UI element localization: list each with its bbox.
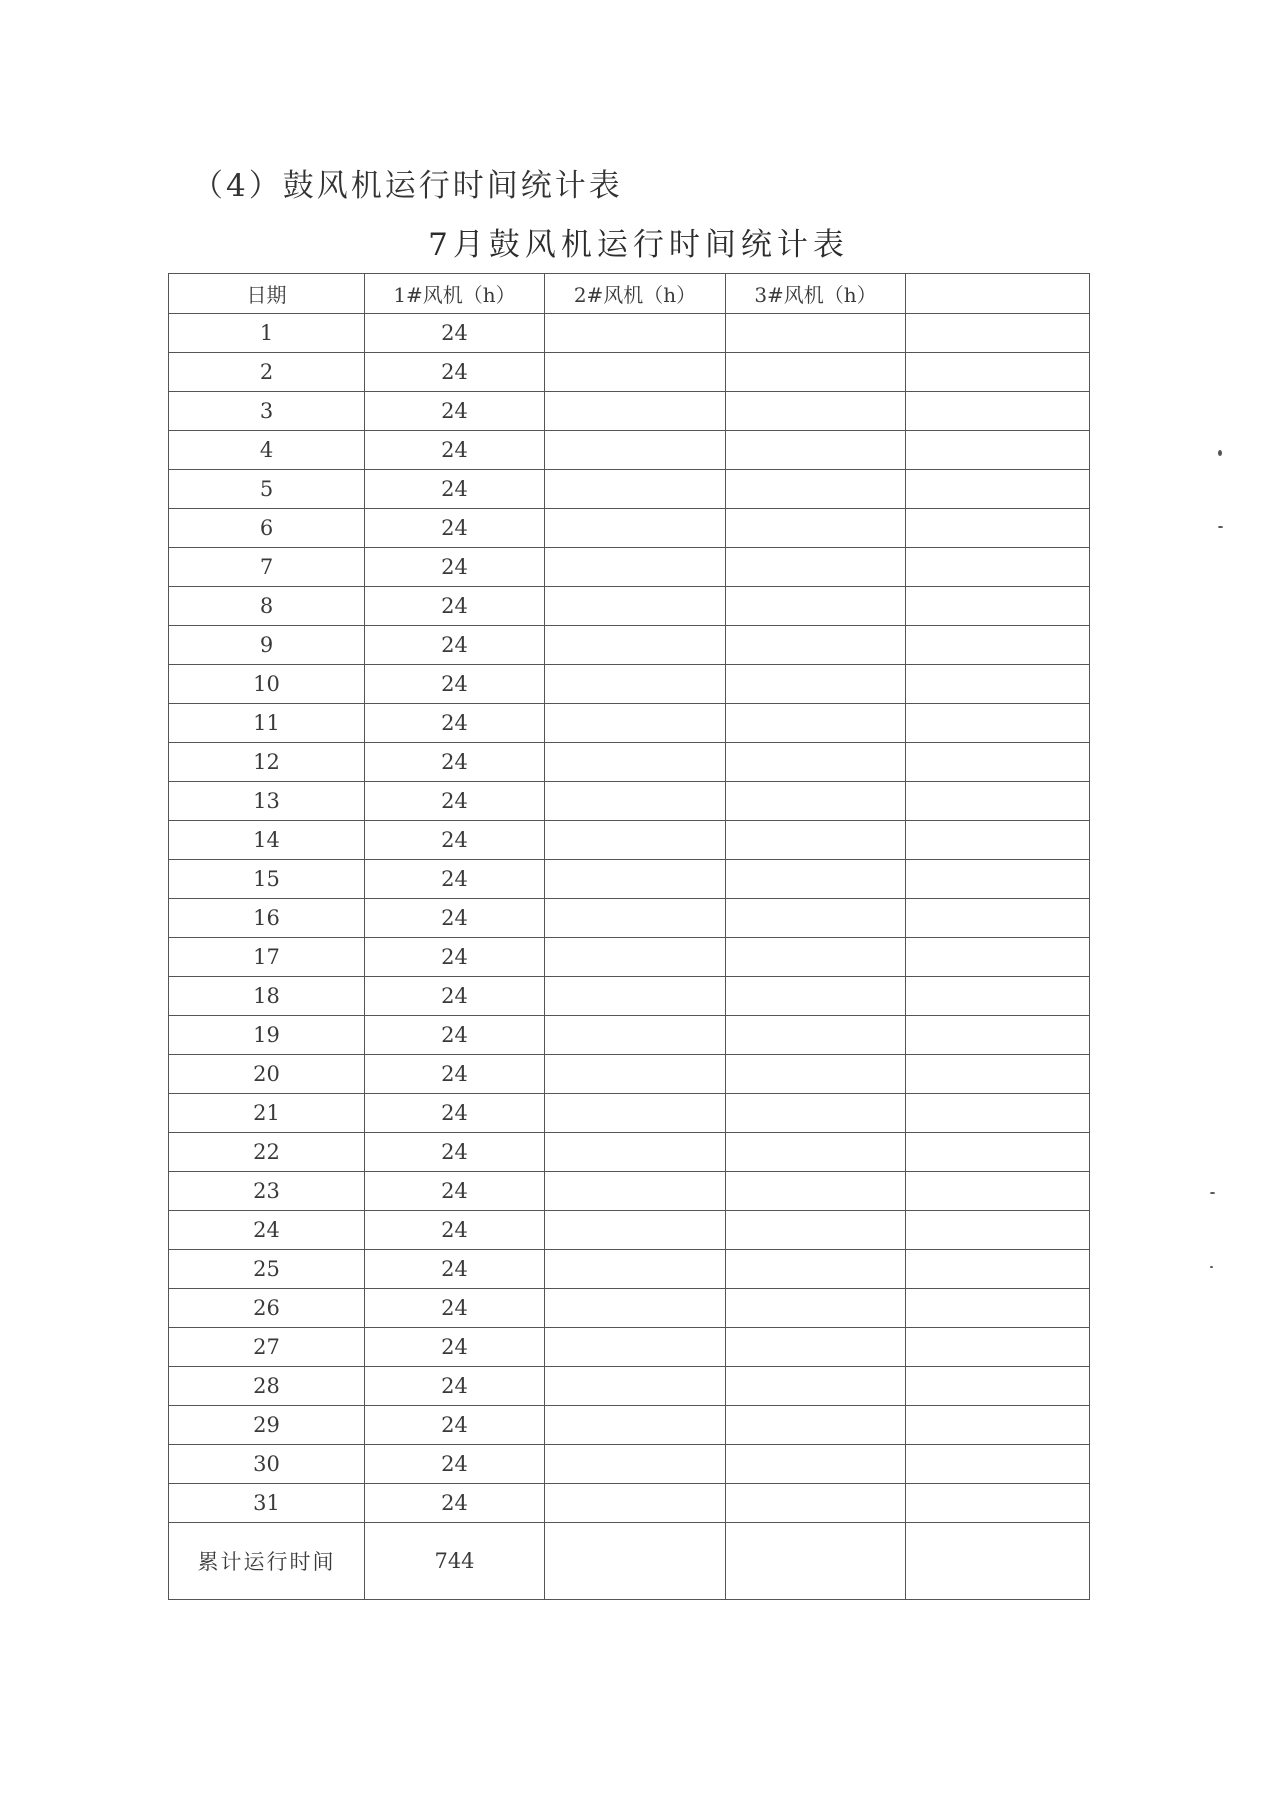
cell-fan-1: 24 [365, 1211, 545, 1250]
cell-blank [906, 1172, 1090, 1211]
cell-fan-2 [545, 1367, 726, 1406]
cell-blank [906, 1094, 1090, 1133]
header-blank [906, 274, 1090, 314]
cell-fan-1: 24 [365, 1367, 545, 1406]
cell-fan-2 [545, 470, 726, 509]
cell-fan-3 [726, 977, 906, 1016]
cell-fan-1: 24 [365, 509, 545, 548]
cell-fan-3 [726, 782, 906, 821]
cell-fan-1: 24 [365, 626, 545, 665]
cell-fan-2 [545, 821, 726, 860]
cell-fan-1: 24 [365, 1484, 545, 1523]
cell-fan-3 [726, 431, 906, 470]
cell-blank [906, 1211, 1090, 1250]
cell-fan-2 [545, 626, 726, 665]
cell-blank [906, 548, 1090, 587]
cell-blank [906, 704, 1090, 743]
cell-date: 24 [169, 1211, 365, 1250]
table-row [169, 1016, 1090, 1055]
cell-date: 17 [169, 938, 365, 977]
cell-fan-2 [545, 548, 726, 587]
header-date: 日期 [169, 274, 365, 314]
cell-date: 7 [169, 548, 365, 587]
table-row [169, 860, 1090, 899]
cell-fan-3 [726, 743, 906, 782]
cell-fan-2 [545, 977, 726, 1016]
cell-fan-1: 24 [365, 1445, 545, 1484]
cell-fan-1: 24 [365, 587, 545, 626]
table-row [169, 587, 1090, 626]
section-heading: （4）鼓风机运行时间统计表 [192, 168, 623, 204]
table-row [169, 392, 1090, 431]
table-row [169, 1367, 1090, 1406]
table-header-row [169, 274, 1090, 314]
cell-fan-3 [726, 1133, 906, 1172]
cell-fan-2 [545, 899, 726, 938]
cell-blank [906, 626, 1090, 665]
table-row [169, 821, 1090, 860]
cell-date: 10 [169, 665, 365, 704]
cell-blank [906, 1445, 1090, 1484]
cell-date: 22 [169, 1133, 365, 1172]
cell-fan-1: 24 [365, 1406, 545, 1445]
cell-date: 18 [169, 977, 365, 1016]
table-row [169, 509, 1090, 548]
cell-date: 20 [169, 1055, 365, 1094]
cell-fan-3 [726, 938, 906, 977]
cell-fan-3 [726, 1094, 906, 1133]
header-fan-1: 1#风机（h） [365, 274, 545, 314]
header-fan-3: 3#风机（h） [726, 274, 906, 314]
total-blank [906, 1523, 1090, 1600]
cell-fan-2 [545, 743, 726, 782]
cell-fan-2 [545, 704, 726, 743]
cell-fan-2 [545, 1016, 726, 1055]
cell-blank [906, 821, 1090, 860]
cell-fan-3 [726, 1016, 906, 1055]
table-row [169, 938, 1090, 977]
cell-date: 6 [169, 509, 365, 548]
cell-date: 13 [169, 782, 365, 821]
cell-date: 5 [169, 470, 365, 509]
cell-date: 29 [169, 1406, 365, 1445]
cell-fan-2 [545, 1445, 726, 1484]
table-row [169, 1289, 1090, 1328]
scan-speck [1218, 450, 1222, 456]
cell-fan-3 [726, 1406, 906, 1445]
cell-fan-2 [545, 587, 726, 626]
cell-fan-1: 24 [365, 743, 545, 782]
cell-fan-1: 24 [365, 1094, 545, 1133]
cell-blank [906, 587, 1090, 626]
cell-fan-3 [726, 1211, 906, 1250]
cell-fan-1: 24 [365, 470, 545, 509]
cell-fan-1: 24 [365, 353, 545, 392]
cell-blank [906, 899, 1090, 938]
cell-fan-2 [545, 938, 726, 977]
total-fan-1: 744 [365, 1523, 545, 1600]
cell-fan-1: 24 [365, 938, 545, 977]
cell-fan-3 [726, 1289, 906, 1328]
cell-date: 14 [169, 821, 365, 860]
cell-fan-2 [545, 1055, 726, 1094]
cell-fan-1: 24 [365, 1133, 545, 1172]
cell-blank [906, 977, 1090, 1016]
cell-blank [906, 1055, 1090, 1094]
cell-date: 21 [169, 1094, 365, 1133]
cell-blank [906, 314, 1090, 353]
cell-fan-2 [545, 782, 726, 821]
cell-date: 9 [169, 626, 365, 665]
cell-fan-3 [726, 1445, 906, 1484]
cell-date: 31 [169, 1484, 365, 1523]
cell-date: 12 [169, 743, 365, 782]
cell-blank [906, 1367, 1090, 1406]
cell-blank [906, 665, 1090, 704]
cell-fan-2 [545, 1133, 726, 1172]
cell-blank [906, 1289, 1090, 1328]
table-row [169, 314, 1090, 353]
table-row [169, 353, 1090, 392]
cell-fan-1: 24 [365, 431, 545, 470]
cell-fan-2 [545, 392, 726, 431]
cell-fan-2 [545, 1328, 726, 1367]
cell-fan-3 [726, 860, 906, 899]
cell-fan-1: 24 [365, 977, 545, 1016]
cell-fan-3 [726, 1328, 906, 1367]
cell-fan-2 [545, 665, 726, 704]
table-row [169, 743, 1090, 782]
table-row [169, 782, 1090, 821]
cell-blank [906, 743, 1090, 782]
table-row [169, 977, 1090, 1016]
cell-date: 8 [169, 587, 365, 626]
cell-blank [906, 782, 1090, 821]
total-row [169, 1523, 1090, 1600]
cell-fan-3 [726, 509, 906, 548]
cell-fan-1: 24 [365, 392, 545, 431]
cell-fan-2 [545, 1211, 726, 1250]
table-row [169, 1133, 1090, 1172]
cell-blank [906, 1250, 1090, 1289]
table-row [169, 1055, 1090, 1094]
cell-fan-3 [726, 353, 906, 392]
cell-fan-2 [545, 1172, 726, 1211]
cell-fan-3 [726, 587, 906, 626]
table-row [169, 1172, 1090, 1211]
cell-date: 2 [169, 353, 365, 392]
cell-blank [906, 392, 1090, 431]
cell-blank [906, 1328, 1090, 1367]
cell-fan-3 [726, 392, 906, 431]
cell-blank [906, 860, 1090, 899]
cell-fan-3 [726, 1484, 906, 1523]
cell-date: 11 [169, 704, 365, 743]
cell-date: 15 [169, 860, 365, 899]
table-row [169, 1250, 1090, 1289]
cell-fan-2 [545, 431, 726, 470]
cell-fan-3 [726, 1055, 906, 1094]
cell-date: 16 [169, 899, 365, 938]
cell-fan-2 [545, 509, 726, 548]
cell-blank [906, 1016, 1090, 1055]
cell-fan-1: 24 [365, 899, 545, 938]
cell-blank [906, 1406, 1090, 1445]
table-title: 7月鼓风机运行时间统计表 [428, 227, 849, 263]
cell-fan-3 [726, 548, 906, 587]
cell-fan-1: 24 [365, 1055, 545, 1094]
cell-blank [906, 431, 1090, 470]
cell-fan-1: 24 [365, 821, 545, 860]
cell-fan-1: 24 [365, 548, 545, 587]
cell-date: 27 [169, 1328, 365, 1367]
blower-runtime-table [168, 273, 1090, 1600]
cell-fan-3 [726, 1250, 906, 1289]
cell-date: 19 [169, 1016, 365, 1055]
cell-fan-3 [726, 704, 906, 743]
table-row [169, 1211, 1090, 1250]
cell-fan-3 [726, 626, 906, 665]
cell-fan-3 [726, 1172, 906, 1211]
cell-fan-2 [545, 1289, 726, 1328]
table-row [169, 1484, 1090, 1523]
cell-fan-2 [545, 314, 726, 353]
table-row [169, 1328, 1090, 1367]
table-row [169, 1094, 1090, 1133]
cell-fan-3 [726, 821, 906, 860]
cell-fan-1: 24 [365, 782, 545, 821]
cell-date: 30 [169, 1445, 365, 1484]
cell-blank [906, 470, 1090, 509]
cell-fan-1: 24 [365, 1250, 545, 1289]
cell-blank [906, 938, 1090, 977]
cell-blank [906, 353, 1090, 392]
cell-fan-1: 24 [365, 1016, 545, 1055]
cell-fan-3 [726, 314, 906, 353]
cell-fan-3 [726, 899, 906, 938]
table-row [169, 470, 1090, 509]
scan-speck [1210, 1192, 1215, 1194]
header-fan-2: 2#风机（h） [545, 274, 726, 314]
cell-fan-1: 24 [365, 1328, 545, 1367]
table-row [169, 431, 1090, 470]
cell-fan-2 [545, 1484, 726, 1523]
cell-blank [906, 1484, 1090, 1523]
cell-fan-1: 24 [365, 1172, 545, 1211]
cell-fan-2 [545, 353, 726, 392]
cell-fan-1: 24 [365, 314, 545, 353]
table-body [169, 314, 1090, 1600]
table-row [169, 704, 1090, 743]
total-fan-2 [545, 1523, 726, 1600]
cell-date: 28 [169, 1367, 365, 1406]
cell-fan-2 [545, 1094, 726, 1133]
cell-fan-2 [545, 860, 726, 899]
table-row [169, 665, 1090, 704]
scan-speck [1210, 1266, 1213, 1268]
cell-fan-2 [545, 1406, 726, 1445]
cell-blank [906, 1133, 1090, 1172]
cell-date: 26 [169, 1289, 365, 1328]
cell-date: 3 [169, 392, 365, 431]
cell-fan-3 [726, 665, 906, 704]
cell-date: 1 [169, 314, 365, 353]
cell-blank [906, 509, 1090, 548]
total-fan-3 [726, 1523, 906, 1600]
cell-fan-3 [726, 470, 906, 509]
table-row [169, 1445, 1090, 1484]
cell-fan-2 [545, 1250, 726, 1289]
table-row [169, 899, 1090, 938]
cell-fan-1: 24 [365, 704, 545, 743]
table-row [169, 1406, 1090, 1445]
cell-date: 25 [169, 1250, 365, 1289]
cell-date: 4 [169, 431, 365, 470]
cell-fan-1: 24 [365, 665, 545, 704]
table-row [169, 548, 1090, 587]
table-row [169, 626, 1090, 665]
cell-fan-3 [726, 1367, 906, 1406]
cell-fan-1: 24 [365, 860, 545, 899]
cell-fan-1: 24 [365, 1289, 545, 1328]
scan-speck [1218, 526, 1223, 528]
total-label: 累计运行时间 [169, 1523, 365, 1600]
cell-date: 23 [169, 1172, 365, 1211]
